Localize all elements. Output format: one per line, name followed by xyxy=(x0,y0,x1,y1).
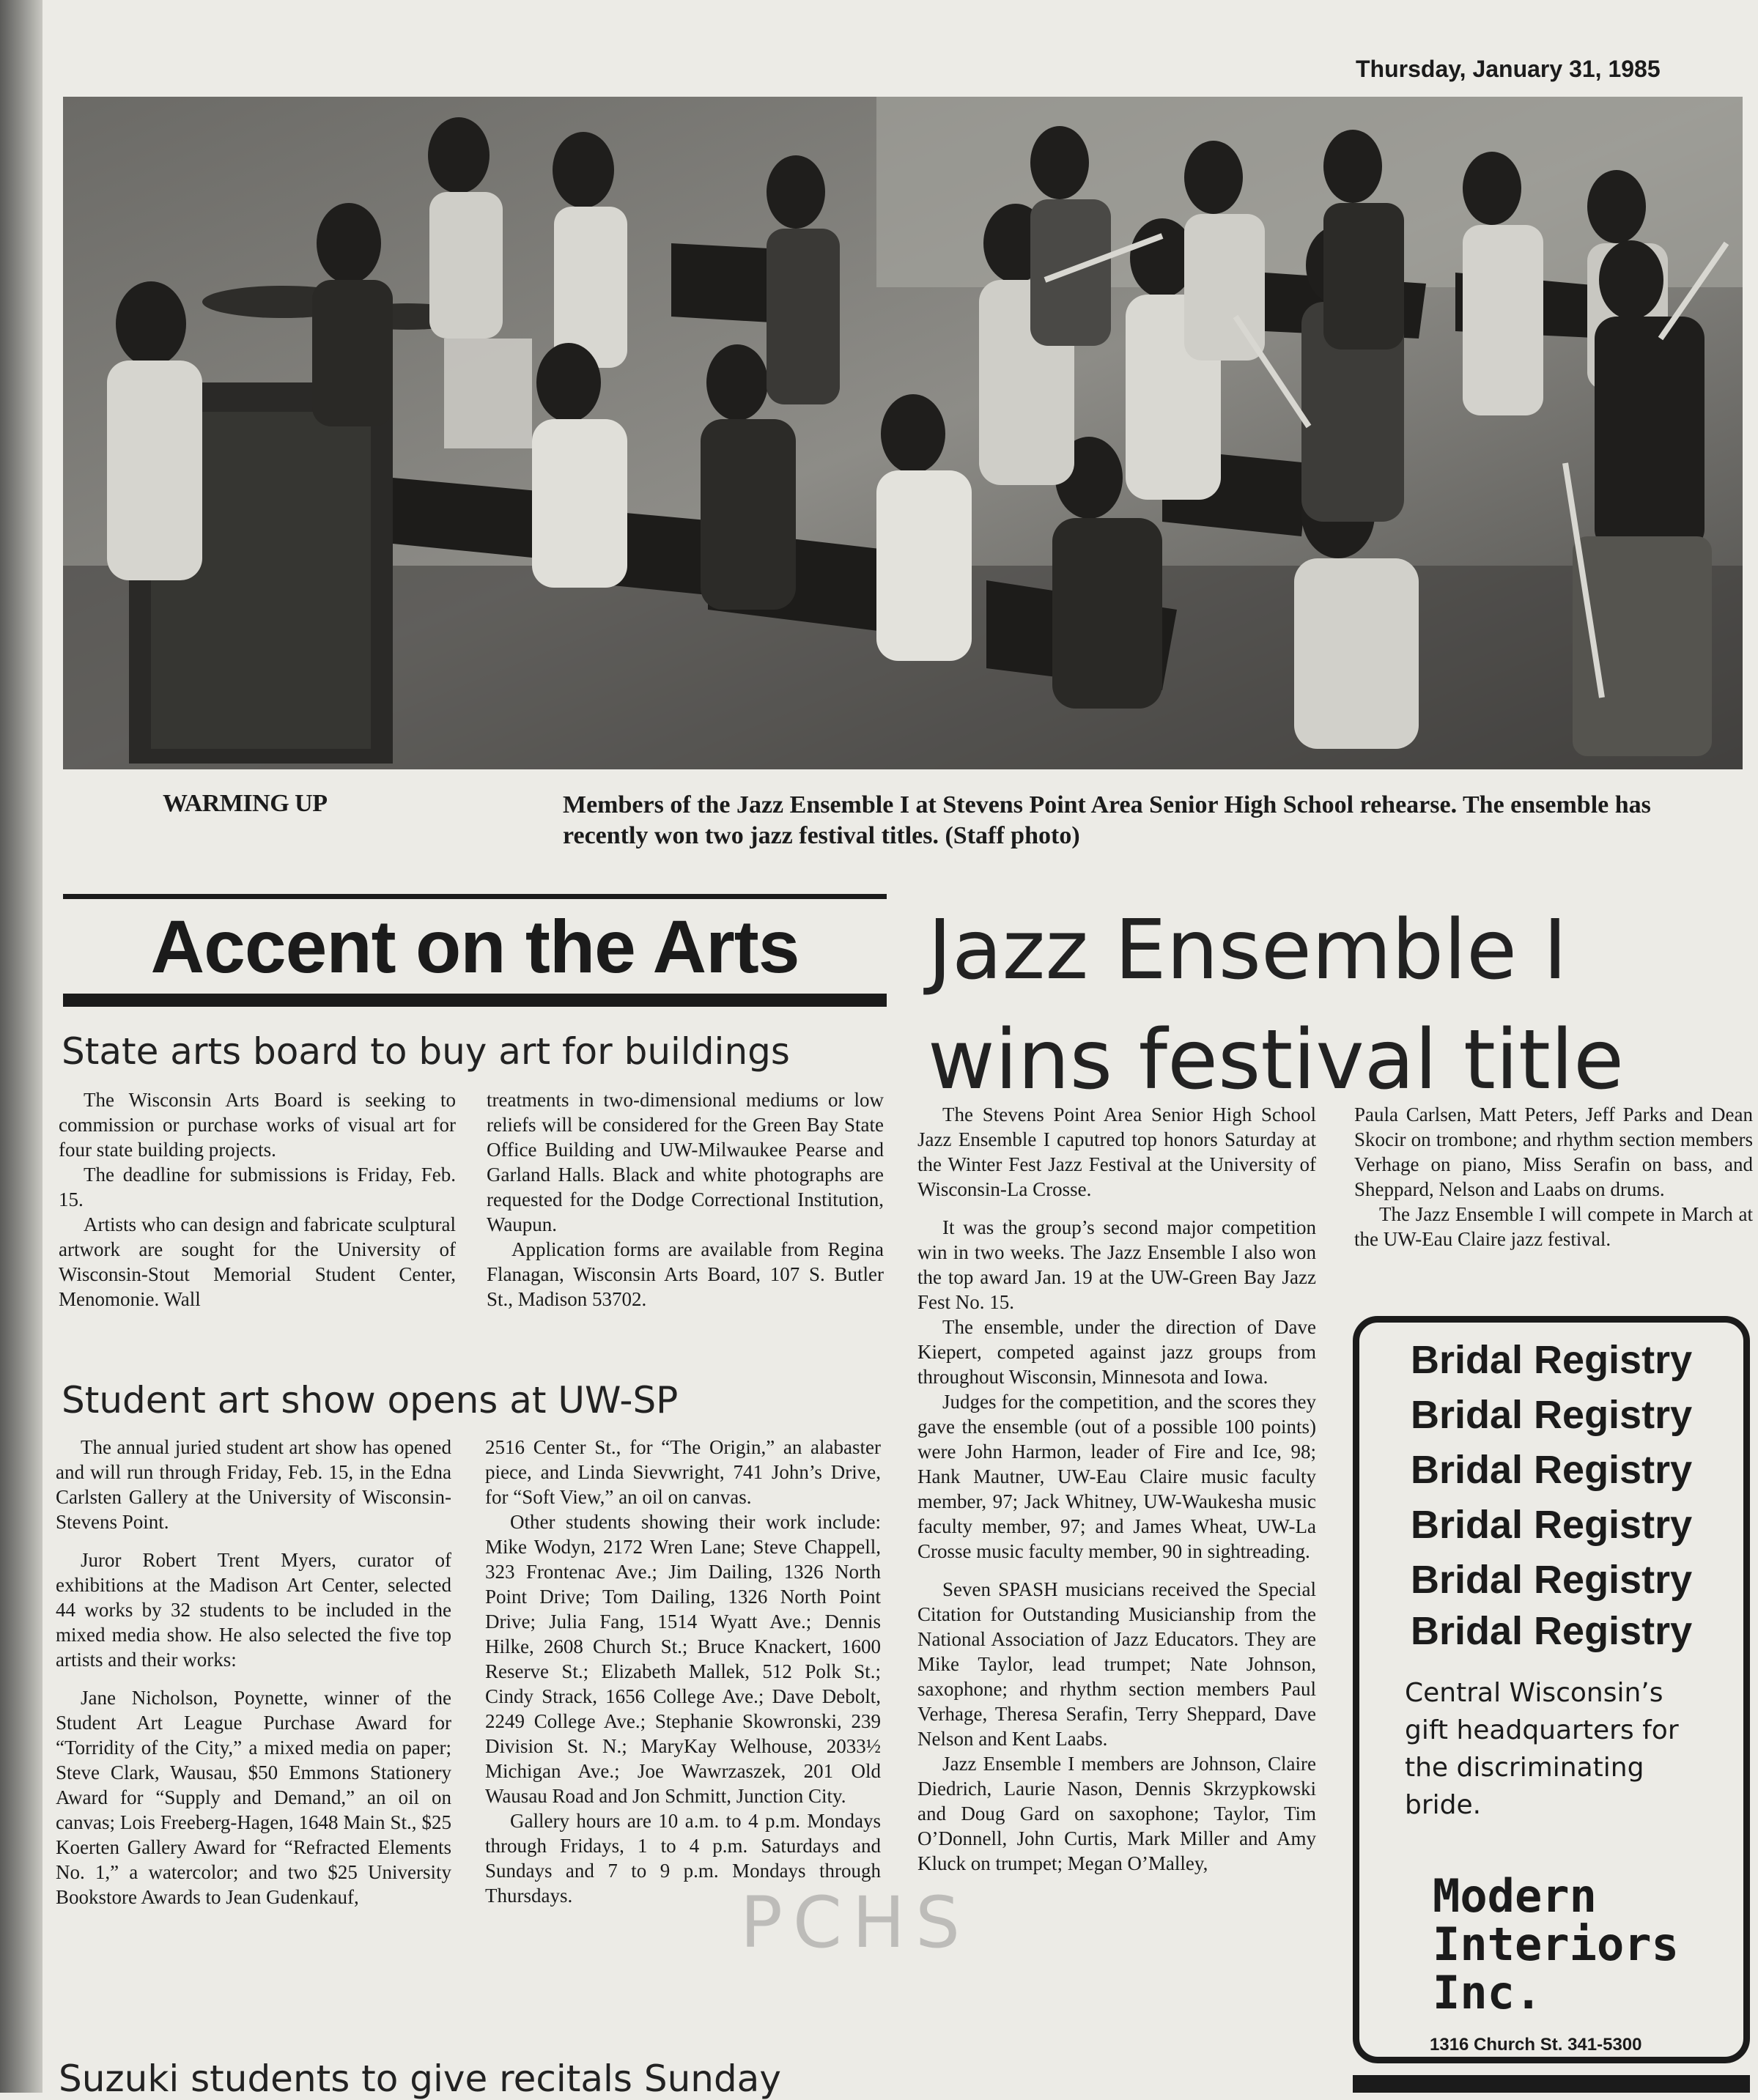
paragraph: Judges for the competition, and the scores they gave the ensemble (out of a possible 100 points) were John Harmon, leader of Fire and Ice, 98; Hank Mautner, UW-Eau Claire music faculty member, 97; Jack Whitney, UW-Waukesha music faculty member, 97; and James Wheat, UW-La Crosse music faculty member, 90 in sightreading. xyxy=(917,1391,1316,1562)
ad-registry-line: Bridal Registry xyxy=(1411,1558,1693,1602)
jazz-ensemble-rehearsal-photo xyxy=(63,97,1743,769)
store-name-line: Interiors xyxy=(1433,1918,1679,1971)
paragraph: Paula Carlsen, Matt Peters, Jeff Parks and Dean Skocir on trombone; and rhythm section members Verhage on piano, Miss Serafin on bass, and Sheppard, Nelson and Laabs on drums. xyxy=(1354,1103,1753,1200)
paragraph: Seven SPASH musicians received the Special Citation for Outstanding Musicianship from the National Association of Jazz Educators. They are Mike Taylor, lead trumpet; Nate Johnson, saxophone; and rhythm section members Paul Verhage, Theresa Serafin, Terry Sheppard, Dave Nelson and Kent Laabs. xyxy=(917,1578,1316,1750)
ad-address: 1316 Church St. 341-5300 xyxy=(1430,2035,1642,2055)
ad-store-name xyxy=(1433,1869,1679,2019)
paragraph: The Wisconsin Arts Board is seeking to commission or purchase works of visual art for four state building projects. xyxy=(59,1089,456,1161)
jazz-story-column-1 xyxy=(917,1102,1316,1876)
ad-registry-line: Bridal Registry xyxy=(1411,1448,1693,1492)
paragraph: treatments in two-dimensional mediums or low reliefs will be considered for the Green Bay State Office Building and UW-Milwaukee Pearse and Garland Halls. Black and white photographs are requested for the Dodge Correctional Institution, Waupun. xyxy=(487,1089,884,1235)
paragraph: Artists who can design and fabricate sculptural artwork are sought for the University of Wisconsin-Stout Memorial Student Center, Menomonie. Wall xyxy=(59,1213,456,1310)
paragraph: 2516 Center St., for “The Origin,” an alabaster piece, and Linda Sievwright, 741 John’s Drive, for “Soft View,” an oil on canvas. xyxy=(485,1436,881,1508)
headline-state-arts-board: State arts board to buy art for buildings xyxy=(62,1030,790,1073)
story2-column-1 xyxy=(56,1435,451,1909)
story2-column-2 xyxy=(485,1435,881,1908)
paragraph: The deadline for submissions is Friday, Feb. 15. xyxy=(59,1164,456,1210)
ad-registry-line: Bridal Registry xyxy=(1411,1338,1693,1382)
banner-top-rule xyxy=(63,894,887,899)
headline-line-1: Jazz Ensemble I xyxy=(928,903,1567,998)
ad-registry-line: Bridal Registry xyxy=(1411,1609,1693,1653)
paragraph: The annual juried student art show has opened and will run through Friday, Feb. 15, in the Edna Carlsten Gallery at the University of Wisconsin-Stevens Point. xyxy=(56,1436,451,1533)
paragraph: It was the group’s second major competition win in two weeks. The Jazz Ensemble I also won the top award Jan. 19 at the UW-Green Bay Jazz Fest No. 15. xyxy=(917,1216,1316,1313)
paragraph: Jane Nicholson, Poynette, winner of the Student Art League Purchase Award for “Torridity of the City,” a mixed media on paper; Steve Clark, Wausau, $50 Emmons Stationery Award for “Supply and Demand,” an oil on canvas; Lois Freeberg-Hagen, 1648 Main St., $25 Koerten Gallery Award for “Refracted Elements No. 1,” a watercolor; and two $25 University Bookstore Awards to Jean Gudenkauf, xyxy=(56,1687,451,1908)
next-ad-border xyxy=(1353,2075,1750,2093)
banner-bottom-rule xyxy=(63,994,887,1007)
section-banner: Accent on the Arts xyxy=(150,905,799,988)
headline-suzuki-recitals: Suzuki students to give recitals Sunday xyxy=(59,2058,781,2100)
headline-line-2: wins festival title xyxy=(928,1013,1624,1108)
ad-registry-line: Bridal Registry xyxy=(1411,1393,1693,1437)
paragraph: Jazz Ensemble I members are Johnson, Claire Diedrich, Laurie Nason, Dennis Skrzypkowski and Doug Gard on saxophone; Taylor, Tim O’Donnell, John Curtis, Mark Miller and Amy Kluck on trumpet; Megan O’Malley, xyxy=(917,1753,1316,1874)
ad-registry-line: Bridal Registry xyxy=(1411,1503,1693,1547)
paragraph: Juror Robert Trent Myers, curator of exhibitions at the Madison Art Center, selected 44 works by 32 students to be included in the mixed media show. He also selected the five top artists and their works: xyxy=(56,1549,451,1671)
page-spine-shadow xyxy=(0,0,43,2093)
issue-date: Thursday, January 31, 1985 xyxy=(1356,56,1661,82)
ad-tagline: Central Wisconsin’s gift headquarters for the discriminating bride. xyxy=(1405,1678,1679,1820)
headline-jazz-ensemble xyxy=(928,895,1624,1115)
story1-column-1 xyxy=(59,1087,456,1312)
archive-watermark: PCHS xyxy=(740,1882,971,1964)
store-name-line: Inc. xyxy=(1433,1966,1543,2019)
paragraph: The ensemble, under the direction of Dave Kiepert, competed against jazz groups from throughout Wisconsin, Minnesota and Iowa. xyxy=(917,1316,1316,1388)
paragraph: Gallery hours are 10 a.m. to 4 p.m. Mondays through Fridays, 1 to 4 p.m. Saturdays and Sundays and 7 to 9 p.m. Mondays through Thursdays. xyxy=(485,1810,881,1907)
photo-caption-text: Members of the Jazz Ensemble I at Stevens Point Area Senior High School rehearse. The ensemble has recently won two jazz festival titles. (Staff photo) xyxy=(563,791,1651,849)
bridal-registry-ad xyxy=(1353,1316,1750,2063)
photo-caption-title: WARMING UP xyxy=(163,790,328,817)
paragraph: The Jazz Ensemble I will compete in March at the UW-Eau Claire jazz festival. xyxy=(1354,1203,1753,1250)
paragraph: The Stevens Point Area Senior High School Jazz Ensemble I caputred top honors Saturday at the Winter Fest Jazz Festival at the University of Wisconsin-La Crosse. xyxy=(917,1103,1316,1200)
paragraph: Other students showing their work include: Mike Wodyn, 2172 Wren Lane; Steve Chappell, 323 Frontenac Ave.; Jim Dailing, 1326 North Point Drive; Tom Dailing, 1326 North Point Drive; Julia Fang, 1514 Wyatt Ave.; Dennis Hilke, 2608 Church St.; Bruce Knackert, 1600 Reserve St.; Elizabeth Mallek, 512 Polk St.; Cindy Strack, 1656 College Ave.; Dave Debolt, 2249 College Ave.; Stephanie Skowronski, 239 Division St. N.; MaryKay Welhouse, 2033½ Michigan Ave.; Joe Wawrzaszek, 201 Old Wausau Road and Jon Schmitt, Junction City. xyxy=(485,1511,881,1807)
paragraph: Application forms are available from Regina Flanagan, Wisconsin Arts Board, 107 S. Butler St., Madison 53702. xyxy=(487,1238,884,1310)
jazz-story-column-2 xyxy=(1354,1102,1753,1252)
story1-column-2 xyxy=(487,1087,884,1312)
headline-student-art-show: Student art show opens at UW-SP xyxy=(62,1379,679,1421)
store-name-line: Modern xyxy=(1433,1869,1597,1923)
